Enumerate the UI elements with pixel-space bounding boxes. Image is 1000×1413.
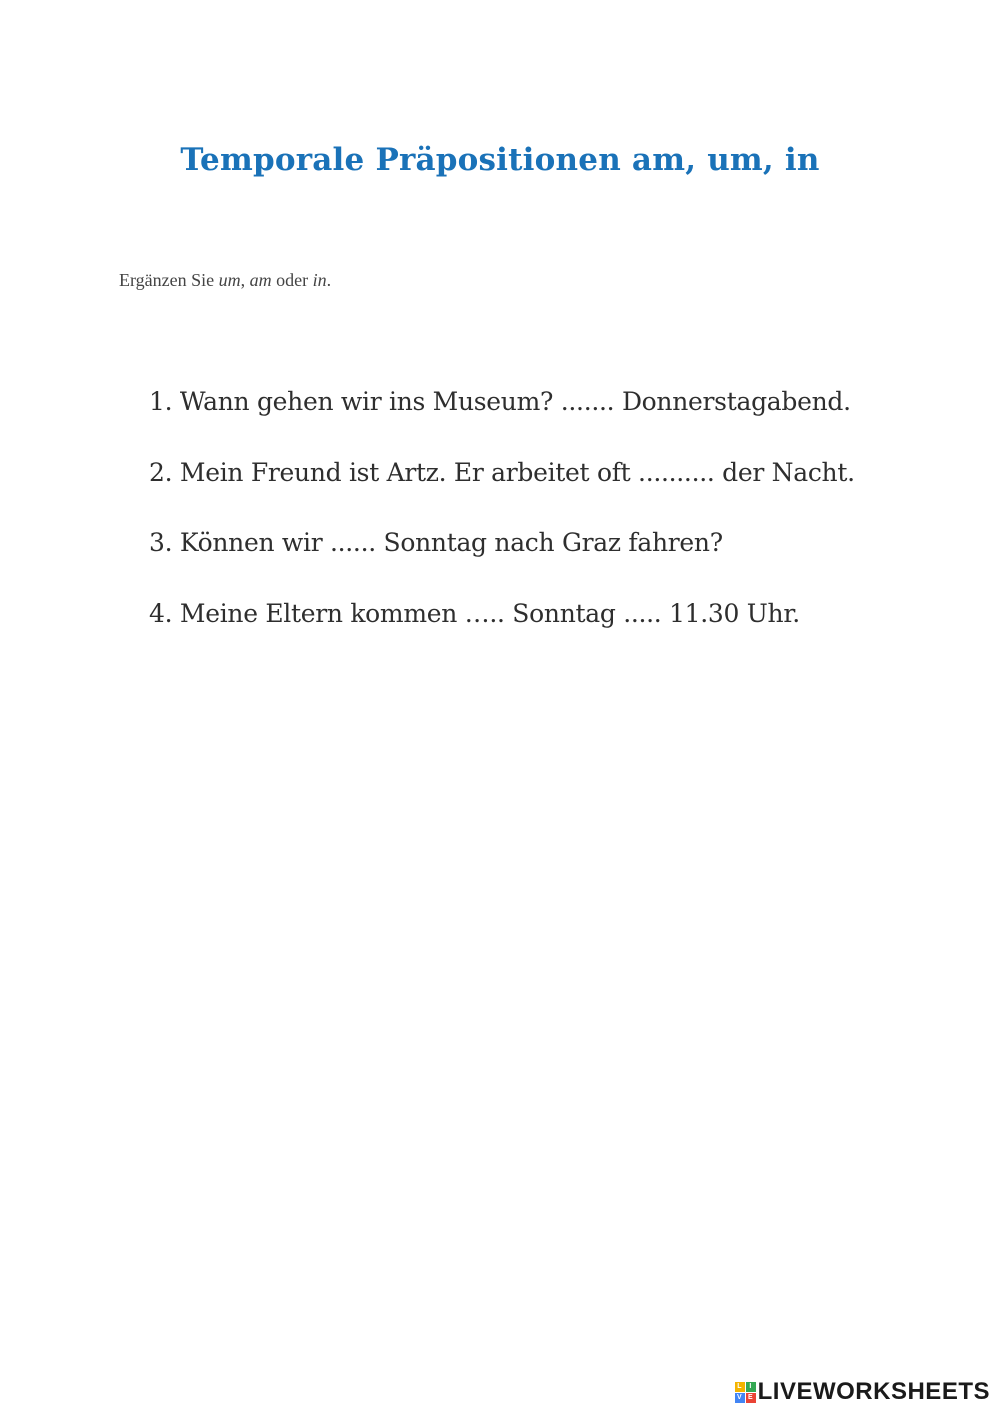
instruction-word-in: in — [312, 270, 327, 290]
logo-letter: V — [735, 1393, 745, 1403]
exercise-item-1: 1. Wann gehen wir ins Museum? ....... Donnerstagabend. — [149, 387, 851, 416]
logo-letter: L — [735, 1382, 745, 1392]
instruction-prefix: Ergänzen Sie — [119, 270, 219, 290]
logo-letter: I — [746, 1382, 756, 1392]
liveworksheets-brand — [735, 1378, 990, 1406]
logo-letter: E — [746, 1393, 756, 1403]
instruction-word-am: am — [249, 270, 272, 290]
brand-name: LIVEWORKSHEETS — [757, 1378, 990, 1405]
exercise-list — [149, 382, 855, 664]
exercise-item-2: 2. Mein Freund ist Artz. Er arbeitet oft .......... der Nacht. — [149, 457, 855, 487]
instruction-suffix: . — [326, 270, 332, 290]
page-title: Temporale Präpositionen am, um, in — [180, 142, 820, 178]
instruction-text — [119, 270, 331, 291]
liveworksheets-logo-icon — [735, 1382, 756, 1403]
instruction-word-um: um — [218, 270, 241, 290]
instruction-separator: oder — [271, 270, 313, 290]
exercise-item-3: 3. Können wir ...... Sonntag nach Graz fahren? — [149, 528, 723, 557]
exercise-item-4: 4. Meine Eltern kommen ….. Sonntag ..... 11.30 Uhr. — [149, 598, 800, 628]
instruction-separator: , — [240, 270, 250, 290]
